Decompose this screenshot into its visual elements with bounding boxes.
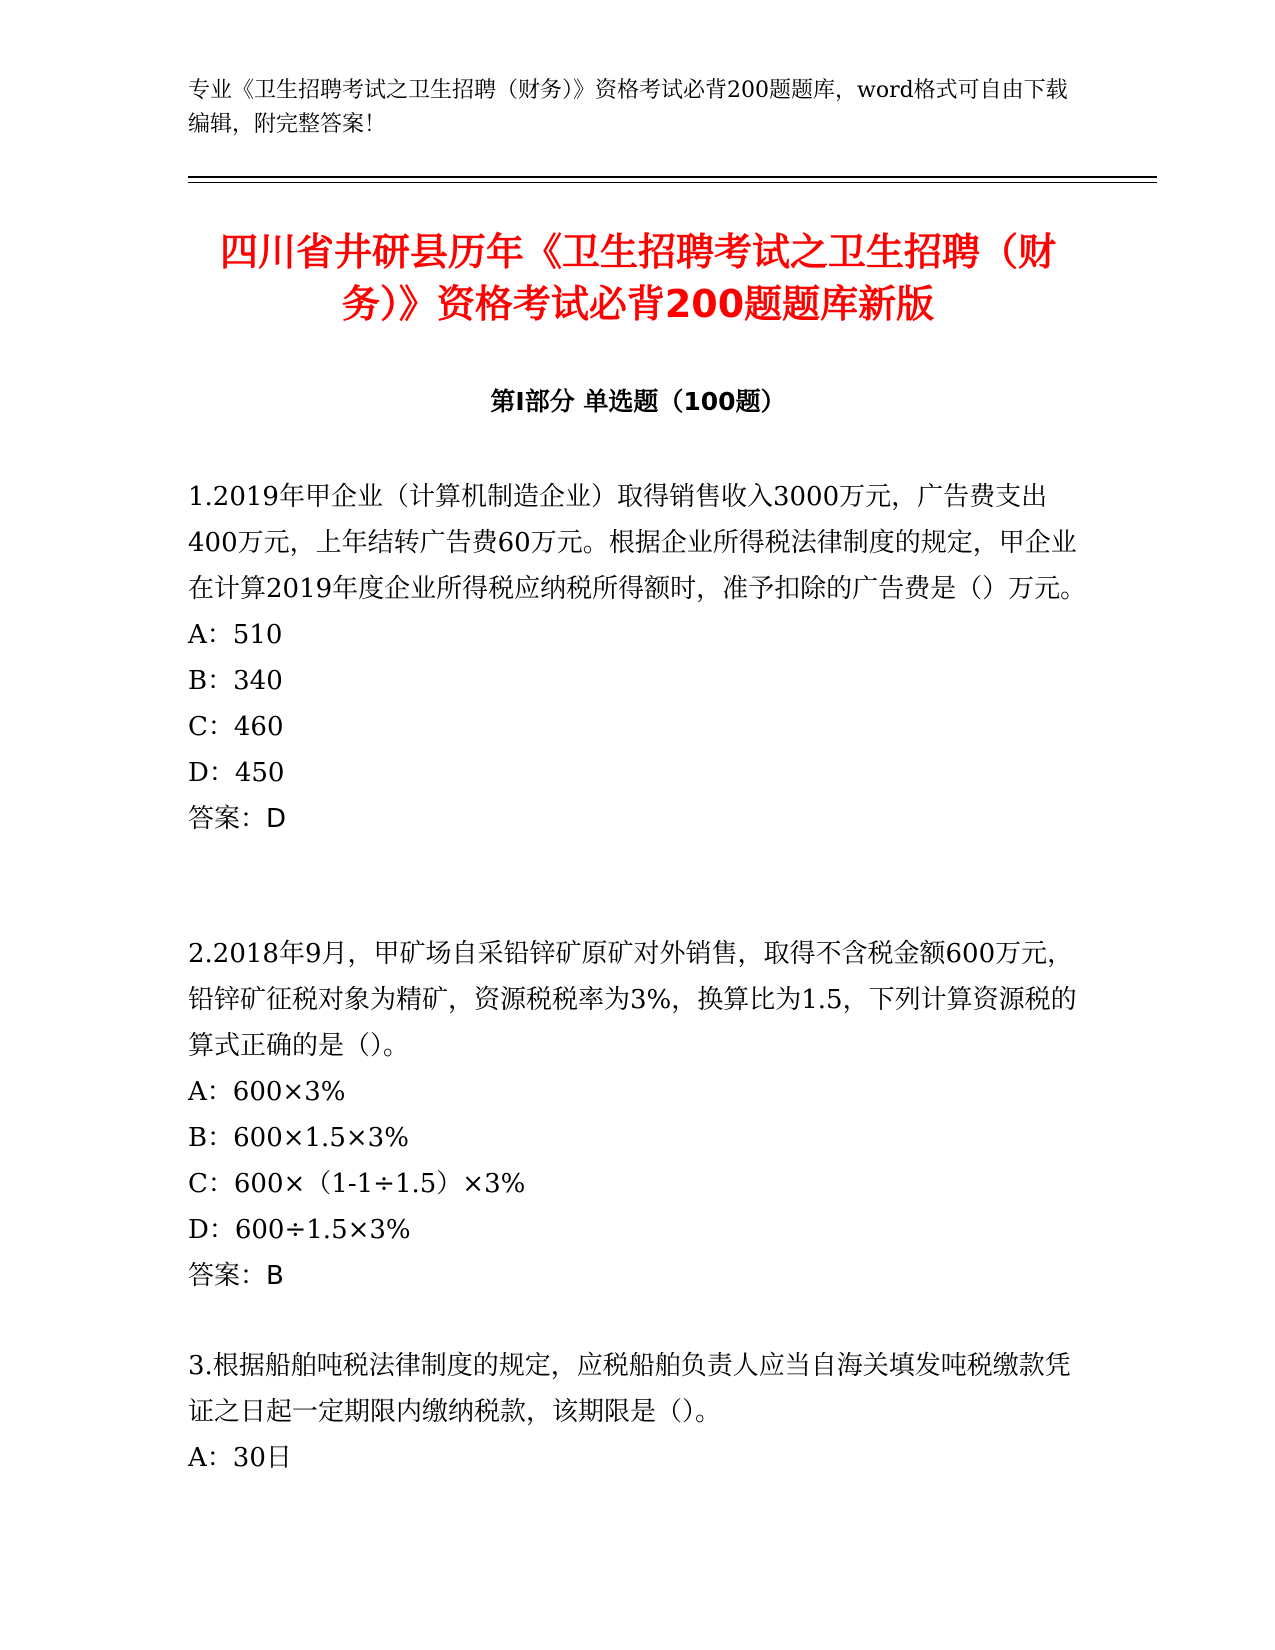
document-title: 四川省井研县历年《卫生招聘考试之卫生招聘（财务）》资格考试必背200题题库新版 — [219, 230, 1056, 326]
question-1 — [188, 474, 1088, 842]
option-a: A：600×3% — [188, 1077, 346, 1107]
option-a: A：30日 — [188, 1443, 292, 1473]
question-stem: 3.根据船舶吨税法律制度的规定，应税船舶负责人应当自海关填发吨税缴款凭证之日起一定期限内缴纳税款，该期限是（）。 — [188, 1351, 1071, 1427]
question-2 — [188, 931, 1088, 1299]
header-intro: 专业《卫生招聘考试之卫生招聘（财务）》资格考试必背200题题库，word格式可自由下载编辑，附完整答案！ — [188, 78, 1068, 137]
option-c: C：600×（1-1÷1.5）×3% — [188, 1169, 526, 1199]
option-b: B：340 — [188, 666, 283, 696]
question-stem: 2.2018年9月，甲矿场自采铅锌矿原矿对外销售，取得不含税金额600万元，铅锌矿征税对象为精矿，资源税税率为3%，换算比为1.5，下列计算资源税的算式正确的是（）。 — [188, 939, 1077, 1061]
question-3 — [188, 1343, 1088, 1481]
answer: 答案：B — [188, 1261, 284, 1291]
option-c: C：460 — [188, 712, 284, 742]
answer: 答案：D — [188, 804, 287, 834]
section-heading: 第Ⅰ部分 单选题（100题） — [490, 387, 786, 416]
option-d: D：450 — [188, 758, 285, 788]
option-b: B：600×1.5×3% — [188, 1123, 409, 1153]
question-stem: 1.2019年甲企业（计算机制造企业）取得销售收入3000万元，广告费支出400万元，上年结转广告费60万元。根据企业所得税法律制度的规定，甲企业在计算2019年度企业所得税应纳税所得额时，准予扣除的广告费是（）万元。 — [188, 482, 1087, 604]
option-a: A：510 — [188, 620, 283, 650]
header-rule-thick — [188, 176, 1157, 178]
header-rule-thin — [188, 182, 1157, 183]
option-d: D：600÷1.5×3% — [188, 1215, 411, 1245]
